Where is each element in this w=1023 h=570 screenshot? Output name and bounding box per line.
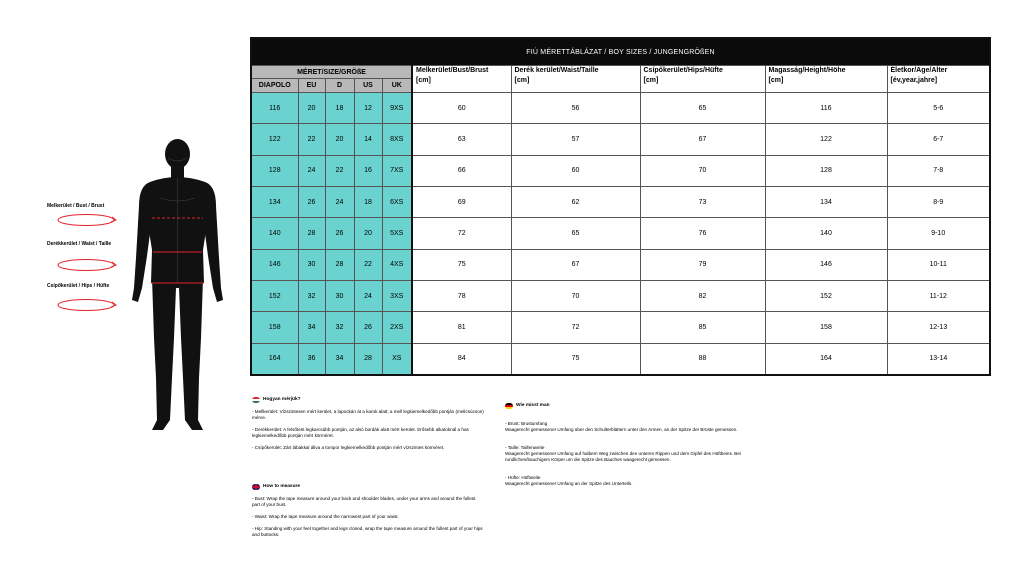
d-cell: 22 <box>325 155 354 186</box>
waist-column-header: Derék kerület/Waist/Taille [cm] <box>511 66 640 93</box>
waist-measure-label: Derékkerület / Waist / Taille <box>47 241 112 247</box>
us-cell: 24 <box>354 280 382 311</box>
bust-arrow-icon <box>54 213 118 227</box>
height-cell: 134 <box>765 186 887 217</box>
us-cell: 22 <box>354 249 382 280</box>
hips-measure-label: Csípőkerület / Hips / Hüfte <box>47 283 110 289</box>
hips-cell: 85 <box>640 312 765 343</box>
waist-cell: 70 <box>511 280 640 311</box>
us-cell: 18 <box>354 186 382 217</box>
eu-cell: 30 <box>298 249 325 280</box>
hips-cell: 79 <box>640 249 765 280</box>
age-cell: 6-7 <box>887 124 990 155</box>
table-row <box>251 249 990 280</box>
bust-cell: 75 <box>412 249 511 280</box>
us-column-header: US <box>354 79 382 93</box>
height-cell: 152 <box>765 280 887 311</box>
hu-instruction-item: - Csípőkerület: Zárt lábakkal állva a tompor legkiemelkedőbb pontján mért vízszintes körméret. <box>252 445 445 450</box>
bust-cell: 66 <box>412 155 511 186</box>
height-cell: 140 <box>765 218 887 249</box>
waist-cell: 60 <box>511 155 640 186</box>
eu-cell: 32 <box>298 280 325 311</box>
uk-cell: 5XS <box>382 218 412 249</box>
uk-cell: 9XS <box>382 93 412 124</box>
hips-cell: 67 <box>640 124 765 155</box>
hips-cell: 88 <box>640 343 765 375</box>
height-cell: 116 <box>765 93 887 124</box>
eu-cell: 34 <box>298 312 325 343</box>
us-cell: 14 <box>354 124 382 155</box>
bust-cell: 69 <box>412 186 511 217</box>
age-column-header: Életkor/Age/Alter [év,year,jahre] <box>887 66 990 93</box>
hungary-flag-icon <box>252 397 260 403</box>
bust-cell: 84 <box>412 343 511 375</box>
body-silhouette-figure <box>130 138 225 433</box>
eu-cell: 20 <box>298 93 325 124</box>
germany-flag-icon <box>505 403 513 409</box>
us-cell: 12 <box>354 93 382 124</box>
bust-cell: 63 <box>412 124 511 155</box>
uk-cell: 3XS <box>382 280 412 311</box>
age-cell: 13-14 <box>887 343 990 375</box>
diapolo-cell: 164 <box>251 343 298 375</box>
hips-arrow-icon <box>54 298 118 312</box>
uk-cell: 7XS <box>382 155 412 186</box>
age-cell: 7-8 <box>887 155 990 186</box>
age-cell: 9-10 <box>887 218 990 249</box>
diapolo-cell: 152 <box>251 280 298 311</box>
eu-cell: 36 <box>298 343 325 375</box>
uk-column-header: UK <box>382 79 412 93</box>
height-column-header: Magasság/Height/Höhe [cm] <box>765 66 887 93</box>
d-cell: 26 <box>325 218 354 249</box>
table-row <box>251 343 990 375</box>
us-cell: 16 <box>354 155 382 186</box>
hu-instruction-item: - Derékkerület: A felsőtest legkarcsúbb pontján, az alsó bordák alatt mért kerület. Erősebb alkatoknál a has legkiemelkedőbb pontján mért körméret. <box>252 427 469 438</box>
d-cell: 24 <box>325 186 354 217</box>
table-row <box>251 124 990 155</box>
diapolo-cell: 134 <box>251 186 298 217</box>
bust-measure-label: Melkerület / Bust / Brust <box>47 203 105 209</box>
age-cell: 5-6 <box>887 93 990 124</box>
age-cell: 8-9 <box>887 186 990 217</box>
hips-column-header: Csípőkerület/Hips/Hüfte [cm] <box>640 66 765 93</box>
de-instruction-item: - Brust: Brustumfang Waagerecht gemessener Umfang über den Schulterblättern unter den Armen, an der Spitze der Brüste gemessen. <box>505 421 738 432</box>
us-cell: 28 <box>354 343 382 375</box>
size-group-header: MÉRET/SIZE/GRÖßE <box>251 66 412 79</box>
d-cell: 28 <box>325 249 354 280</box>
uk-cell: XS <box>382 343 412 375</box>
bust-column-header: Melkerület/Bust/Brust [cm] <box>412 66 511 93</box>
waist-cell: 72 <box>511 312 640 343</box>
height-cell: 128 <box>765 155 887 186</box>
d-cell: 20 <box>325 124 354 155</box>
bust-cell: 78 <box>412 280 511 311</box>
en-instruction-item: - Waist: Wrap the tape measure around the narrowest part of your waist. <box>252 514 399 519</box>
hu-instruction-item: - Mellkerület: Vízszintesen mért kerület, a lapockán át a karok alatt, a mell legkiemelkedőbb pontján (mellcsúcson) mérve. <box>252 409 484 420</box>
table-row <box>251 218 990 249</box>
table-row <box>251 155 990 186</box>
diapolo-cell: 116 <box>251 93 298 124</box>
us-cell: 20 <box>354 218 382 249</box>
uk-cell: 6XS <box>382 186 412 217</box>
uk-cell: 8XS <box>382 124 412 155</box>
height-cell: 146 <box>765 249 887 280</box>
bust-cell: 72 <box>412 218 511 249</box>
hips-cell: 70 <box>640 155 765 186</box>
diapolo-cell: 146 <box>251 249 298 280</box>
waist-cell: 67 <box>511 249 640 280</box>
d-cell: 34 <box>325 343 354 375</box>
height-cell: 158 <box>765 312 887 343</box>
diapolo-cell: 158 <box>251 312 298 343</box>
d-cell: 30 <box>325 280 354 311</box>
height-cell: 122 <box>765 124 887 155</box>
waist-arrow-icon <box>54 258 118 272</box>
hips-cell: 82 <box>640 280 765 311</box>
uk-flag-icon <box>252 484 260 490</box>
uk-cell: 4XS <box>382 249 412 280</box>
waist-cell: 62 <box>511 186 640 217</box>
size-chart-table <box>250 37 991 376</box>
hungarian-instructions <box>252 397 484 457</box>
diapolo-cell: 128 <box>251 155 298 186</box>
german-instructions <box>505 397 743 499</box>
age-cell: 12-13 <box>887 312 990 343</box>
table-row <box>251 93 990 124</box>
de-instruction-item: - Taille: Taillenweite Waagerecht gemessener Umfang auf halbem Weg zwischen den unteren Rippen und dem Gipfel des Hüftbeins. Bei rundlichen/bauchigem Körper um die Spitze des Bauches waagerecht gemessen. <box>505 445 741 462</box>
diapolo-column-header: DIAPOLO <box>251 79 298 93</box>
eu-cell: 28 <box>298 218 325 249</box>
eu-column-header: EU <box>298 79 325 93</box>
hips-cell: 65 <box>640 93 765 124</box>
age-cell: 11-12 <box>887 280 990 311</box>
us-cell: 26 <box>354 312 382 343</box>
d-cell: 18 <box>325 93 354 124</box>
table-row <box>251 186 990 217</box>
eu-cell: 24 <box>298 155 325 186</box>
hips-cell: 76 <box>640 218 765 249</box>
english-instructions <box>252 484 484 544</box>
bust-cell: 60 <box>412 93 511 124</box>
german-title: Wie misst man <box>516 403 550 408</box>
hips-cell: 73 <box>640 186 765 217</box>
eu-cell: 22 <box>298 124 325 155</box>
de-instruction-item: - Hüfte: Hüftweite Waagerecht gemessener Umfang an der Spitze des Unterteils. <box>505 475 633 486</box>
waist-cell: 56 <box>511 93 640 124</box>
waist-cell: 75 <box>511 343 640 375</box>
english-title: How to measure <box>263 484 301 489</box>
d-column-header: D <box>325 79 354 93</box>
en-instruction-item: - Hip: Standing with your feet together and legs closed, wrap the tape measure around the fullest part of your hips and buttocks. <box>252 526 483 537</box>
height-cell: 164 <box>765 343 887 375</box>
hungarian-title: Hogyan mérjük? <box>263 397 301 402</box>
en-instruction-item: - Bust: Wrap the tape measure around your back and shoulder blades, under your arms and around the fullest part of your bust. <box>252 496 476 507</box>
d-cell: 32 <box>325 312 354 343</box>
bust-cell: 81 <box>412 312 511 343</box>
uk-cell: 2XS <box>382 312 412 343</box>
waist-cell: 57 <box>511 124 640 155</box>
eu-cell: 26 <box>298 186 325 217</box>
diapolo-cell: 140 <box>251 218 298 249</box>
age-cell: 10-11 <box>887 249 990 280</box>
waist-cell: 65 <box>511 218 640 249</box>
table-title: FIÚ MÉRETTÁBLÁZAT / BOY SIZES / JUNGENGRÖßEN <box>251 38 990 66</box>
diapolo-cell: 122 <box>251 124 298 155</box>
table-row <box>251 280 990 311</box>
table-row <box>251 312 990 343</box>
